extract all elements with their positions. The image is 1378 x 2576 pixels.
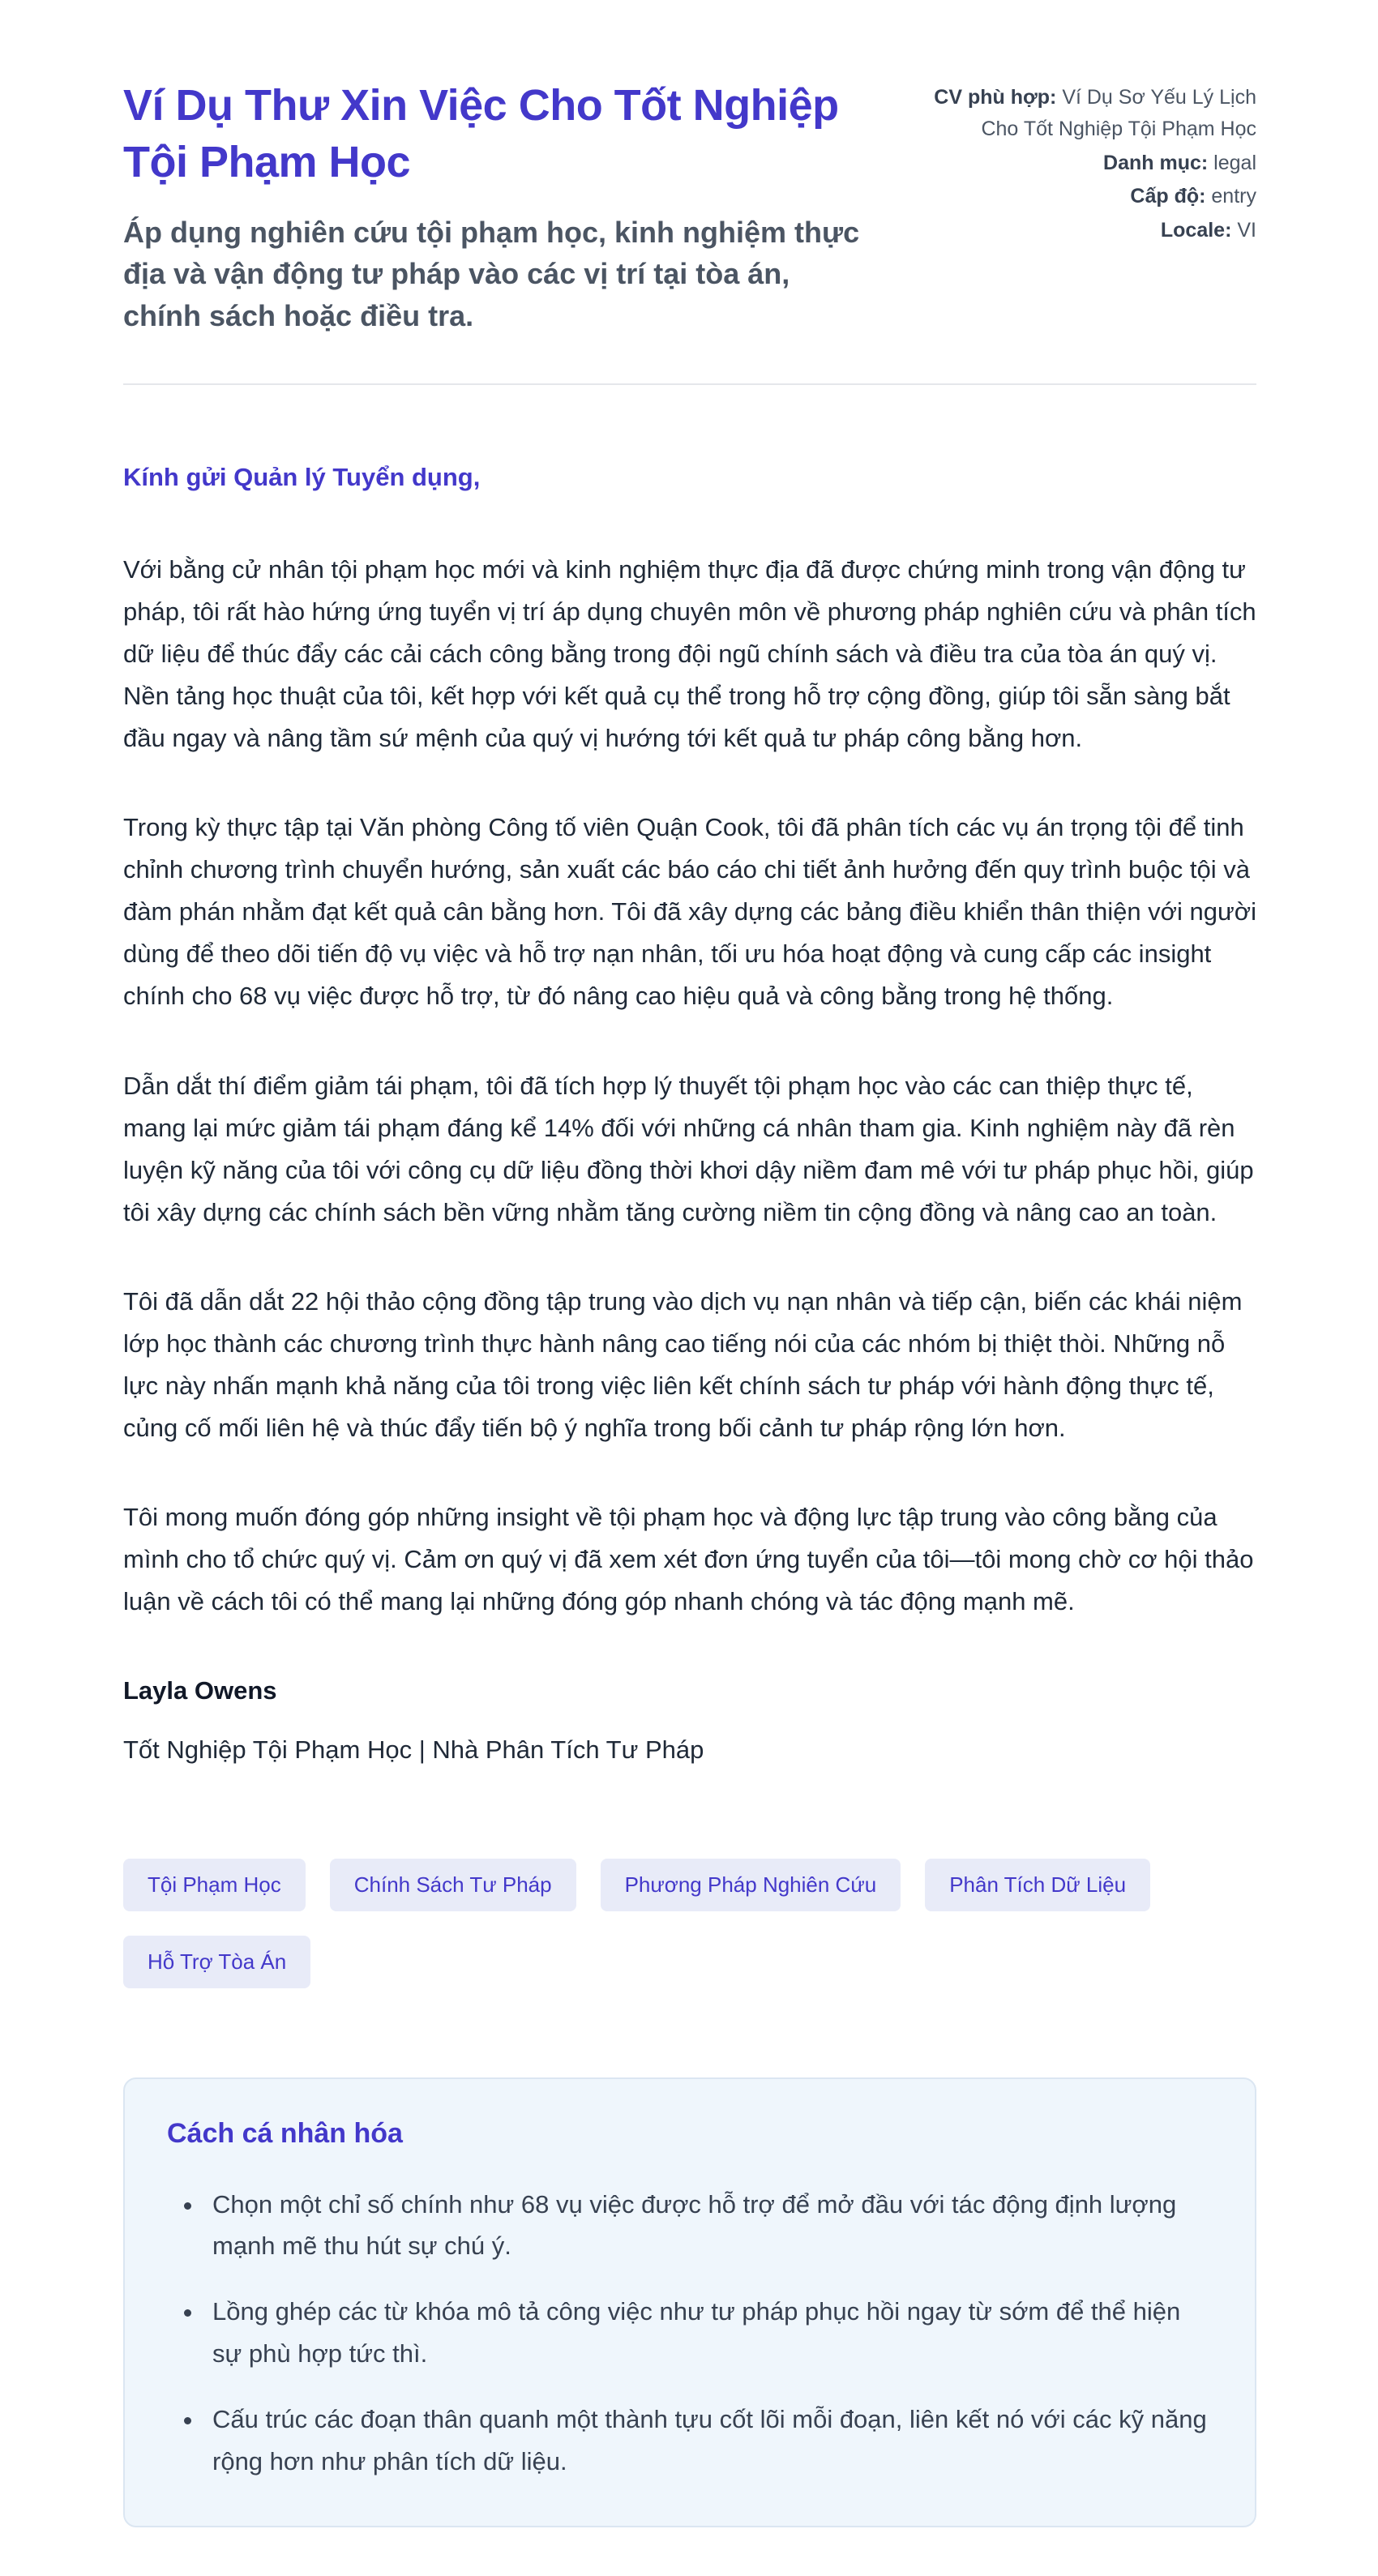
meta-label: Danh mục: [1103, 151, 1209, 174]
page-title: Ví Dụ Thư Xin Việc Cho Tốt Nghiệp Tội Phạm Học [123, 81, 839, 187]
letter-paragraph-4: Tôi đã dẫn dắt 22 hội thảo cộng đồng tập trung vào dịch vụ nạn nhân và tiếp cận, biến các khái niệm lớp học thành các chương trình thực hành nâng cao tiếng nói của các nhóm bị thiệt thòi. Những nỗ lực này nhấn mạnh khả năng của tôi trong việc liên kết chính sách tư pháp với hành động thực tế, củng cố mối liên hệ và thúc đẩy tiến bộ ý nghĩa trong bối cảnh tư pháp rộng lớn hơn. [123, 1286, 1243, 1443]
meta-value: legal [1213, 151, 1256, 174]
tag-chip-research-methods[interactable]: Phương Pháp Nghiên Cứu [601, 1859, 901, 1911]
meta-label: Cấp độ: [1130, 185, 1206, 208]
tag-list [123, 1859, 1256, 1988]
meta-panel [906, 77, 1256, 249]
tip-item-1: • Chọn một chỉ số chính như 68 vụ việc được hỗ trợ để mở đầu với tác động định lượng mạnh mẽ thu hút sự chú ý. [204, 2184, 1213, 2267]
signature-role: Tốt Nghiệp Tội Phạm Học | Nhà Phân Tích Tư Pháp [123, 1735, 704, 1764]
page-subtitle: Áp dụng nghiên cứu tội phạm học, kinh nghiệm thực địa và vận động tư pháp vào các vị trí tại tòa án, chính sách hoặc điều tra. [123, 216, 860, 332]
header-title-block [123, 77, 874, 336]
tip-item-3: • Cấu trúc các đoạn thân quanh một thành tựu cốt lõi mỗi đoạn, liên kết nó với các kỹ năng rộng hơn như phân tích dữ liệu. [204, 2398, 1213, 2482]
meta-value: Ví Dụ Sơ Yếu Lý Lịch Cho Tốt Nghiệp Tội Phạm Học [981, 86, 1256, 140]
meta-row-level [906, 181, 1256, 212]
letter-paragraph-2: Trong kỳ thực tập tại Văn phòng Công tố viên Quận Cook, tôi đã phân tích các vụ án trọng tội để tinh chỉnh chương trình chuyển hướng, sản xuất các báo cáo chi tiết ảnh hưởng đến quy trình buộc tội và đàm phán nhằm đạt kết quả cân bằng hơn. Tôi đã xây dựng các bảng điều khiển thân thiện với người dùng để theo dõi tiến độ vụ việc và hỗ trợ nạn nhân, tối ưu hóa hoạt động và cung cấp các insight chính cho 68 vụ việc được hỗ trợ, từ đó nâng cao hiệu quả và công bằng trong hệ thống. [123, 813, 1256, 1011]
letter-greeting: Kính gửi Quản lý Tuyển dụng, [123, 462, 481, 491]
letter-body [123, 456, 1256, 1771]
meta-value: entry [1211, 185, 1256, 208]
letter-paragraph-5: Tôi mong muốn đóng góp những insight về tội phạm học và động lực tập trung vào công bằng của mình cho tổ chức quý vị. Cảm ơn quý vị đã xem xét đơn ứng tuyển của tôi—tôi mong chờ cơ hội thảo luận về cách tôi có thể mang lại những đóng góp nhanh chóng và tác động mạnh mẽ. [123, 1503, 1254, 1616]
meta-row-matching-cv [906, 82, 1256, 145]
header-divider [123, 383, 1256, 385]
meta-label: Locale: [1160, 219, 1232, 242]
tag-chip-court-support[interactable]: Hỗ Trợ Tòa Án [123, 1936, 310, 1988]
tips-title: Cách cá nhân hóa [167, 2117, 403, 2149]
meta-label: CV phù hợp: [934, 86, 1057, 109]
tag-chip-data-analysis[interactable]: Phân Tích Dữ Liệu [925, 1859, 1150, 1911]
tag-chip-criminology[interactable]: Tội Phạm Học [123, 1859, 306, 1911]
letter-paragraph-3: Dẫn dắt thí điểm giảm tái phạm, tôi đã tích hợp lý thuyết tội phạm học vào các can thiệp thực tế, mang lại mức giảm tái phạm đáng kể 14% đối với những cá nhân tham gia. Kinh nghiệm này đã rèn luyện kỹ năng của tôi với công cụ dữ liệu đồng thời khơi dậy niềm đam mê với tư pháp phục hồi, giúp tôi xây dựng các chính sách bền vững nhằm tăng cường niềm tin cộng đồng và nâng cao an toàn. [123, 1071, 1254, 1226]
page-header [123, 77, 1256, 336]
meta-row-locale [906, 215, 1256, 246]
personalization-tips-box [123, 2077, 1256, 2528]
meta-row-category [906, 148, 1256, 179]
tip-item-2: • Lồng ghép các từ khóa mô tả công việc như tư pháp phục hồi ngay từ sớm để thể hiện sự phù hợp tức thì. [204, 2291, 1213, 2374]
tag-chip-justice-policy[interactable]: Chính Sách Tư Pháp [330, 1859, 576, 1911]
signature-name: Layla Owens [123, 1676, 277, 1705]
letter-paragraph-1: Với bằng cử nhân tội phạm học mới và kinh nghiệm thực địa đã được chứng minh trong vận động tư pháp, tôi rất hào hứng ứng tuyển vị trí áp dụng chuyên môn về phương pháp nghiên cứu và phân tích dữ liệu để thúc đẩy các cải cách công bằng trong đội ngũ chính sách và điều tra của tòa án quý vị. Nền tảng học thuật của tôi, kết hợp với kết quả cụ thể trong hỗ trợ cộng đồng, giúp tôi sẵn sàng bắt đầu ngay và nâng tầm sứ mệnh của quý vị hướng tới kết quả tư pháp công bằng hơn. [123, 554, 1256, 753]
tips-list [167, 2184, 1213, 2483]
meta-value: VI [1237, 219, 1256, 242]
